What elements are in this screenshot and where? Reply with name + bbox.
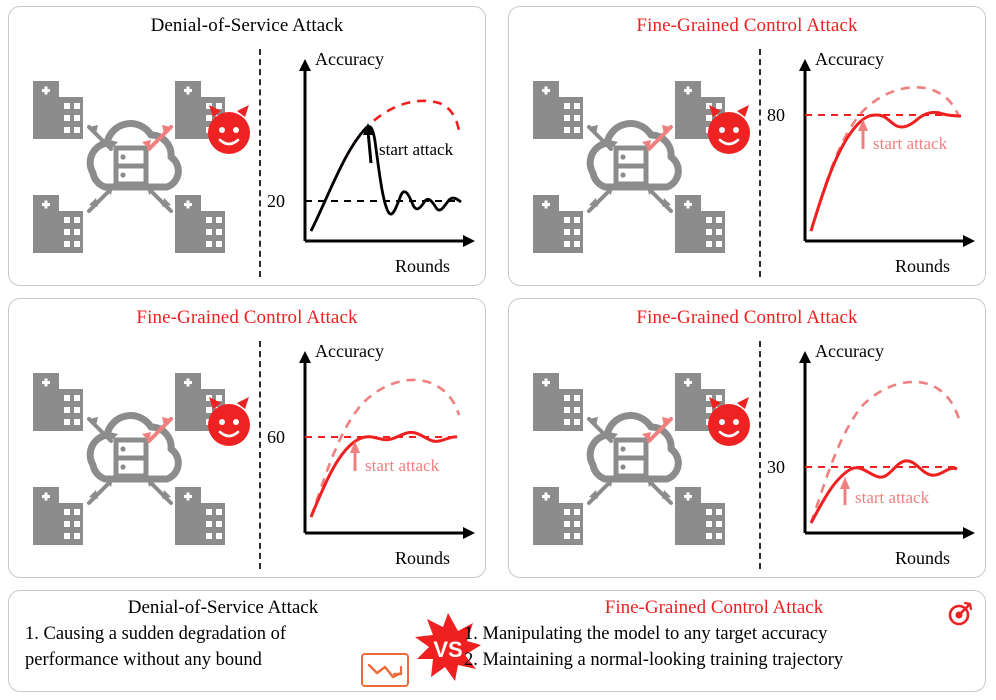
- summary-left-item: 1. Causing a sudden degradation of: [25, 624, 286, 644]
- accuracy-plot-fgc-60: [267, 337, 483, 573]
- y-axis-label: Accuracy: [815, 341, 884, 361]
- summary-left-title: Denial-of-Service Attack: [127, 597, 319, 618]
- accuracy-plot-fgc-80: [767, 45, 983, 281]
- summary-right-item: 1. Manipulating the model to any target accuracy: [464, 624, 828, 644]
- target-accuracy-label: 20: [267, 191, 285, 211]
- panel-title: Fine-Grained Control Attack: [136, 307, 358, 328]
- benign-accuracy-curve: [311, 101, 459, 231]
- y-axis-label: Accuracy: [315, 49, 384, 69]
- y-axis-label: Accuracy: [815, 49, 884, 69]
- hospital-icon: [175, 195, 225, 253]
- summary-panel: [8, 590, 986, 692]
- hospital-icon: [533, 373, 583, 431]
- target-accuracy-label: 80: [767, 105, 785, 125]
- hospital-icon: [533, 487, 583, 545]
- x-axis-label: Rounds: [895, 256, 951, 276]
- hospital-icon: [675, 487, 725, 545]
- plot-axes: [799, 59, 975, 247]
- federated-learning-diagram: [515, 45, 757, 281]
- attacker-icon: [208, 397, 250, 446]
- summary-right: [464, 597, 964, 673]
- start-attack-label: start attack: [365, 456, 440, 475]
- attacker-icon: [708, 397, 750, 446]
- start-attack-label: start attack: [379, 140, 454, 159]
- attacker-icon: [208, 105, 250, 154]
- hospital-icon: [533, 81, 583, 139]
- panel-title: Denial-of-Service Attack: [150, 15, 344, 36]
- summary-right-item: 2. Maintaining a normal-looking training trajectory: [464, 650, 844, 670]
- plot-axes: [799, 351, 975, 539]
- hospital-icon: [533, 195, 583, 253]
- degradation-chart-icon: [361, 653, 409, 687]
- hospital-icon: [33, 81, 83, 139]
- start-attack-annotation: [350, 441, 440, 475]
- summary-left-item: performance without any bound: [25, 650, 262, 670]
- x-axis-label: Rounds: [395, 548, 451, 568]
- panel-title: Fine-Grained Control Attack: [636, 15, 858, 36]
- target-logo-icon: [947, 601, 973, 627]
- federated-learning-diagram: [15, 45, 257, 281]
- plot-axes: [299, 351, 475, 539]
- start-attack-label: start attack: [855, 488, 930, 507]
- x-axis-label: Rounds: [895, 548, 951, 568]
- panel-fgc-80: [508, 6, 986, 286]
- federated-learning-diagram: [515, 337, 757, 573]
- attacker-icon: [708, 105, 750, 154]
- hospital-icon: [675, 195, 725, 253]
- start-attack-annotation: [840, 477, 930, 507]
- benign-accuracy-curve: [311, 380, 459, 517]
- hospital-icon: [33, 373, 83, 431]
- panel-divider: [759, 49, 761, 277]
- summary-right-title: Fine-Grained Control Attack: [604, 597, 824, 618]
- federated-learning-diagram: [15, 337, 257, 573]
- accuracy-plot-fgc-30: [767, 337, 983, 573]
- panel-divider: [259, 341, 261, 569]
- hospital-icon: [175, 487, 225, 545]
- panel-divider: [759, 341, 761, 569]
- panel-fgc-30: [508, 298, 986, 578]
- target-accuracy-label: 60: [267, 427, 285, 447]
- benign-accuracy-curve: [811, 87, 959, 231]
- accuracy-plot-dos: [267, 45, 483, 281]
- x-axis-label: Rounds: [395, 256, 451, 276]
- target-accuracy-label: 30: [767, 457, 785, 477]
- start-attack-label: start attack: [873, 134, 948, 153]
- vs-label: VS: [433, 637, 463, 662]
- hospital-icon: [33, 487, 83, 545]
- panel-title: Fine-Grained Control Attack: [636, 307, 858, 328]
- attacked-accuracy-curve: [811, 112, 961, 231]
- hospital-icon: [33, 195, 83, 253]
- start-attack-annotation: [858, 119, 948, 153]
- panel-fgc-60: [8, 298, 486, 578]
- panel-divider: [259, 49, 261, 277]
- y-axis-label: Accuracy: [315, 341, 384, 361]
- panel-dos: [8, 6, 486, 286]
